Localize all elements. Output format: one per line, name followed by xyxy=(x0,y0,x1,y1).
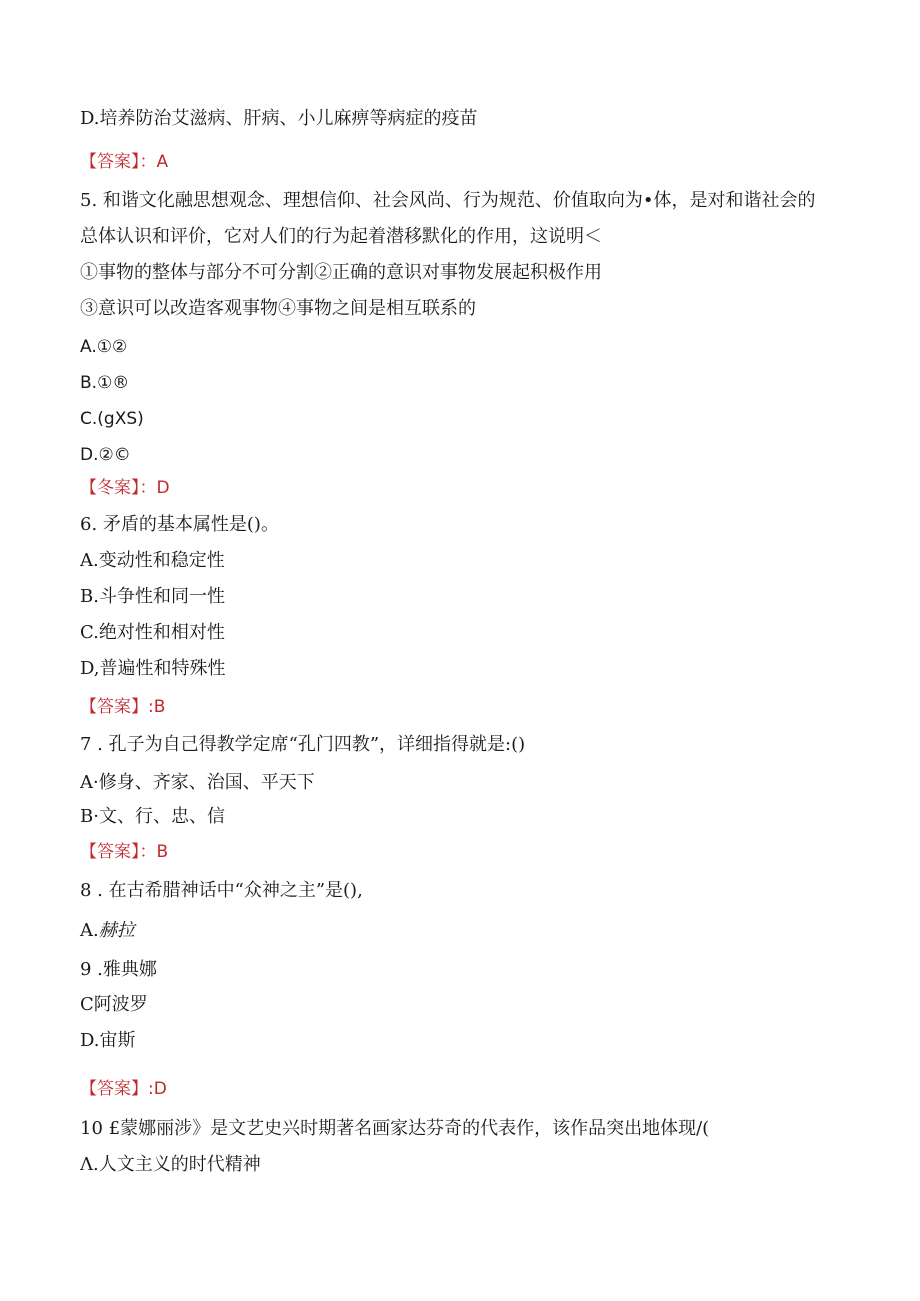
answer-line: 【答案】:D xyxy=(80,1079,167,1099)
answer-line: 【答案】：A xyxy=(80,152,169,172)
question-5-line-1: 5. 和谐文化融思想观念、理想信仰、社会风尚、行为规范、价值取向为•体，是对和谐社会的 xyxy=(80,190,816,211)
question-6: 6. 矛盾的基本属性是()。 xyxy=(80,514,279,535)
option-a-text: A.赫拉 xyxy=(80,920,135,941)
option-d-line: D.培养防治艾滋病、肝病、小儿麻痹等病症的疫苗 xyxy=(80,108,478,129)
option-b: B.①® xyxy=(80,373,130,393)
question-10: 10 £蒙娜丽涉》是文艺史兴时期著名画家达芬奇的代表作，该作品突出地体现/( xyxy=(80,1118,710,1139)
option-a: A.变动性和稳定性 xyxy=(80,550,225,571)
option-d: D,普遍性和特殊性 xyxy=(80,658,226,679)
answer-line: 【答案】:B xyxy=(80,697,166,717)
option-b: B·文、行、忠、信 xyxy=(80,806,225,827)
option-b: B.斗争性和同一性 xyxy=(80,586,225,607)
option-c: C阿波罗 xyxy=(80,994,148,1015)
answer-line: 【冬案】：D xyxy=(80,478,170,498)
question-8: 8 . 在古希腊神话中“众神之主”是(), xyxy=(80,880,363,901)
question-5-statement-2: ③意识可以改造客观事物④事物之间是相互联系的 xyxy=(80,298,476,319)
option-a: A.①② xyxy=(80,337,128,357)
option-c: C.(gXS) xyxy=(80,409,144,429)
answer-line: 【答案】：B xyxy=(80,842,169,862)
question-7: 7 . 孔子为自己得教学定席“孔门四教”，详细指得就是:() xyxy=(80,734,526,755)
option-b: 9 .雅典娜 xyxy=(80,959,157,980)
option-a: Λ.人文主义的时代精神 xyxy=(80,1154,261,1175)
question-5-line-2: 总体认识和评价，它对人们的行为起着潜移默化的作用，这说明＜ xyxy=(80,226,602,247)
option-a: A·修身、齐家、治国、平天下 xyxy=(80,772,315,793)
option-d: D.宙斯 xyxy=(80,1030,136,1051)
option-a xyxy=(80,918,135,944)
option-d: D.②© xyxy=(80,445,131,465)
question-5-statement-1: ①事物的整体与部分不可分割②正确的意识对事物发展起积极作用 xyxy=(80,262,602,283)
option-c: C.绝对性和相对性 xyxy=(80,622,225,643)
